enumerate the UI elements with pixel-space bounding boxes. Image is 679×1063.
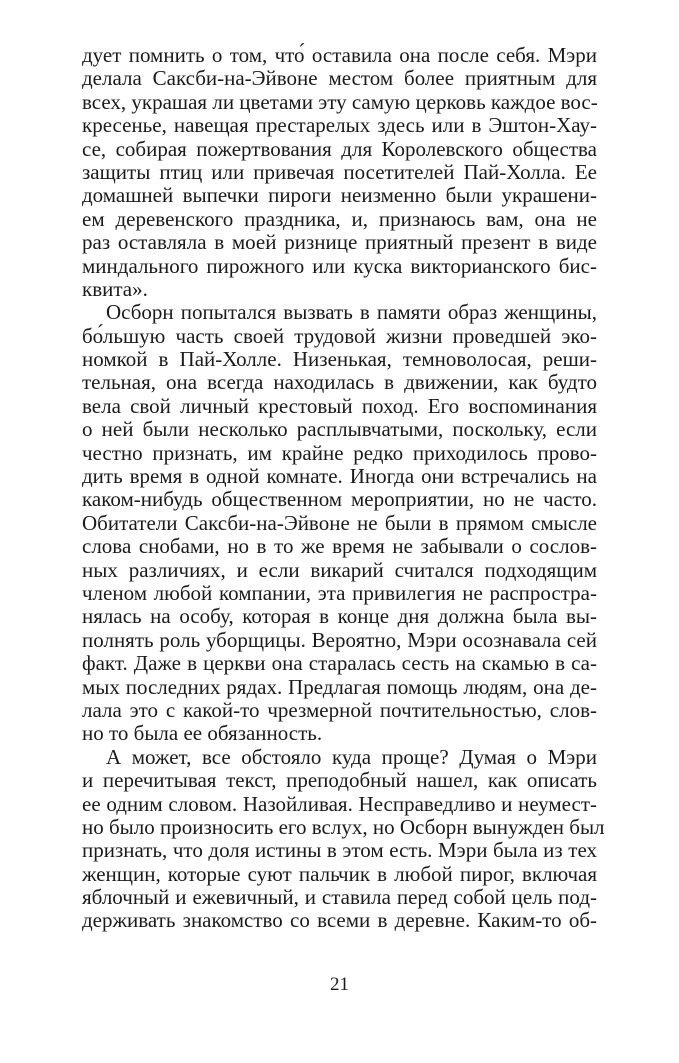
text-line: нялась на особу, которая в конце дня должна была вы- xyxy=(82,604,597,629)
text-line: раз оставляла в моей ризнице приятный презент в виде xyxy=(82,230,597,255)
text-line: се, собирая пожертвования для Королевского общества xyxy=(82,136,597,161)
text-line: о ней были несколько расплывчатыми, поскольку, если xyxy=(82,417,597,442)
text-line: держивать знакомство со всеми в деревне. Каким-то об- xyxy=(82,908,597,933)
text-line: тельная, она всегда находилась в движении, как будто xyxy=(82,370,597,395)
page-text xyxy=(82,43,605,933)
paragraph xyxy=(82,44,597,301)
text-line: и перечитывая текст, преподобный нашел, как описать xyxy=(82,768,597,793)
text-line: но то была ее обязанность. xyxy=(82,721,323,746)
text-line: вела свой личный крестовый поход. Его воспоминания xyxy=(82,393,597,418)
text-line: всех, украшая ли цветами эту самую церковь каждое вос- xyxy=(82,89,598,114)
text-line: квита». xyxy=(82,276,148,301)
text-line: Обитатели Саксби-на-Эйвоне не были в прямом смысле xyxy=(82,510,597,535)
paragraph xyxy=(82,744,605,933)
text-line: полнять роль уборщицы. Вероятно, Мэри осознавала сей xyxy=(82,627,597,652)
text-line: А может, все обстояло куда проще? Думая о Мэри xyxy=(106,744,597,769)
text-line: яблочный и ежевичный, и ставила перед собой цель под- xyxy=(82,885,597,910)
text-line: честно признать, им крайне редко приходилось прово- xyxy=(82,440,597,465)
paragraph xyxy=(82,301,597,745)
text-line: ее одним словом. Назойливая. Несправедливо и неумест- xyxy=(82,791,597,816)
text-line: дить время в одной комнате. Иногда они встречались на xyxy=(82,464,597,489)
text-line: дует помнить о том, что́ оставила она после себя. Мэри xyxy=(82,43,597,67)
text-line: лала это с какой-то чрезмерной почтительностью, слов- xyxy=(82,697,597,722)
text-line: членом любой компании, эта привилегия не распростра- xyxy=(82,580,597,605)
page-number: 21 xyxy=(330,974,349,995)
text-line: слова снобами, но в то же время не забывали о сослов- xyxy=(82,534,597,559)
text-line: ных различиях, и если викарий считался подходящим xyxy=(82,557,597,582)
text-line: признать, что доля истины в этом есть. Мэри была из тех xyxy=(82,838,597,863)
text-line: мых последних рядах. Предлагая помощь людям, она де- xyxy=(82,674,597,699)
text-line: кресенье, навещая престарелых здесь или в Эштон-Хау- xyxy=(82,113,597,138)
text-line: бо́льшую часть своей трудовой жизни проведшей эко- xyxy=(82,323,597,348)
text-line: номкой в Пай-Холле. Низенькая, темноволосая, реши- xyxy=(82,347,597,372)
text-line: делала Саксби-на-Эйвоне местом более приятным для xyxy=(82,66,597,91)
text-line: но было произносить его вслух, но Осборн вынужден был xyxy=(82,814,605,839)
text-line: миндального пирожного или куска викторианского бис- xyxy=(82,253,597,278)
text-line: факт. Даже в церкви она старалась сесть на скамью в са- xyxy=(82,651,597,676)
text-line: домашней выпечки пироги неизменно были украшени- xyxy=(82,183,597,208)
text-line: Осборн попытался вызвать в памяти образ женщины, xyxy=(106,300,597,325)
text-line: женщин, которые суют пальчик в любой пирог, включая xyxy=(82,861,597,886)
text-line: ем деревенского праздника, и, признаюсь вам, она не xyxy=(82,206,597,231)
text-line: защиты птиц или привечая посетителей Пай-Холла. Ее xyxy=(82,159,597,184)
text-line: каком-нибудь общественном мероприятии, но не часто. xyxy=(82,487,597,512)
